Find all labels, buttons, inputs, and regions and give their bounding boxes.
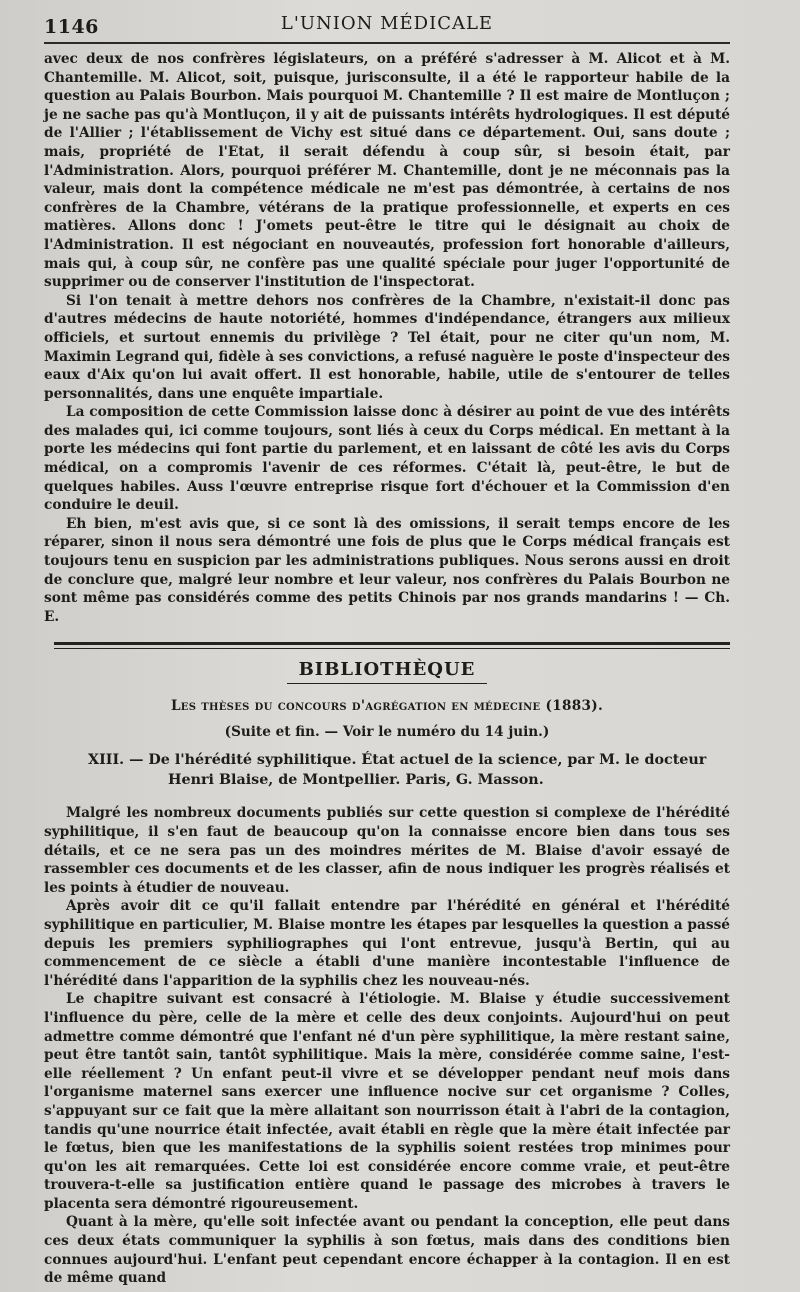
body-paragraph: Eh bien, m'est avis que, si ce sont là des omissions, il serait temps encore de les réparer, sinon il nous sera démontré une fois de plus que le Corps médical français est toujours tenu en suspicion par les administrations publiques. Nous serons aussi en droit de conclure que, malgré leur nombre et leur valeur, nos confrères du Palais Bourbon ne sont même pas considérés comme des petits Chinois par nos grands mandarins ! — Ch. E. <box>44 515 730 625</box>
section-title-rule <box>287 683 487 684</box>
page-number: 1146 <box>44 16 99 38</box>
running-head <box>44 10 730 42</box>
divider-thin-rule <box>54 648 730 649</box>
body-paragraph: Malgré les nombreux documents publiés sur cette question si complexe de l'hérédité syphilitique, il s'en faut de beaucoup qu'on la connaisse encore bien dans tous ses détails, et ce ne sera pas un des moindres mérites de M. Blaise d'avoir essayé de rassembler ces documents et de les classer, afin de nous indiquer les progrès réalisés et les points à étudier de nouveau. <box>44 805 730 896</box>
entry-heading-line: XIII. — De l'hérédité syphilitique. État actuel de la science, par M. le docteur <box>88 752 707 769</box>
entry-heading-line: Henri Blaise, de Montpellier. Paris, G. Masson. <box>168 772 544 789</box>
body-paragraph: Le chapitre suivant est consacré à l'étiologie. M. Blaise y étudie successivement l'influence du père, celle de la mère et celle des deux conjoints. Aujourd'hui on peut admettre comme démontré que l'enfant né d'un père syphilitique, la mère restant saine, peut être tantôt sain, tantôt syphilitique. Mais la mère, considérée comme saine, l'est-elle réellement ? Un enfant peut-il vivre et se développer pendant neuf mois dans l'organisme maternel sans exercer une influence nocive sur cet organisme ? Colles, s'appuyant sur ce fait que la mère allaitant son nourrisson était à l'abri de la contagion, tandis qu'une nourrice était infectée, avait établi en règle que la mère était infectée par le fœtus, bien que les manifestations de la syphilis soient restées trop minimes pour qu'on les ait remarquées. Cette loi est considérée encore comme vraie, et peut-être trouvera-t-elle sa justification entière quand le passage des microbes à travers le placenta sera démontré rigoureusement. <box>44 991 730 1212</box>
section-subheading: Les thèses du concours d'agrégation en médecine (1883). <box>170 698 604 715</box>
divider-thick-rule <box>54 642 730 645</box>
entry-heading <box>88 750 730 790</box>
section-divider <box>54 642 730 649</box>
body-paragraph: Après avoir dit ce qu'il fallait entendre par l'hérédité en général et l'hérédité syphilitique en particulier, M. Blaise montre les étapes par lesquelles la question a passé depuis les premiers syphiliographes qui l'ont entrevue, jusqu'à Bertin, qui au commencement de ce siècle a établi d'une manière incontestable l'influence de l'hérédité dans l'apparition de la syphilis chez les nouveau-nés. <box>44 898 730 989</box>
section-title: BIBLIOTHÈQUE <box>298 659 476 681</box>
journal-title: L'UNION MÉDICALE <box>280 13 494 34</box>
section-note: (Suite et fin. — Voir le numéro du 14 juin.) <box>224 724 550 741</box>
body-paragraph: Si l'on tenait à mettre dehors nos confrères de la Chambre, n'existait-il donc pas d'autres médecins de haute notoriété, hommes d'indépendance, étrangers aux milieux officiels, et surtout ennemis du privilège ? Tel était, pour ne citer qu'un nom, M. Maximin Legrand qui, fidèle à ses convictions, a refusé naguère le poste d'inspecteur des eaux d'Aix qu'on lui avait offert. Il est honorable, habile, utile de s'entourer de telles personnalités, dans une enquête impartiale. <box>44 292 730 402</box>
body-paragraph: Quant à la mère, qu'elle soit infectée avant ou pendant la conception, elle peut dans ces deux états communiquer la syphilis à son fœtus, mais dans des conditions bien connues aujourd'hui. L'enfant peut cependant encore échapper à la contagion. Il en est de même quand <box>44 1214 730 1287</box>
article-continuation <box>44 50 730 626</box>
review-text <box>44 804 730 1287</box>
body-paragraph: La composition de cette Commission laisse donc à désirer au point de vue des intérêts des malades qui, ici comme toujours, sont liés à ceux du Corps médical. En mettant à la porte les médecins qui font partie du parlement, et en laissant de côté les avis du Corps médical, on a compromis l'avenir de ces réformes. C'était là, peut-être, le but de quelques habiles. Auss l'œuvre entreprise risque fort d'échouer et la Commission d'en conduire le deuil. <box>44 404 730 514</box>
body-paragraph: avec deux de nos confrères législateurs, on a préféré s'adresser à M. Alicot et à M. Chantemille. M. Alicot, soit, puisque, jurisconsulte, il a été le rapporteur habile de la question au Palais Bourbon. Mais pourquoi M. Chantemille ? Il est maire de Montluçon ; je ne sache pas qu'à Montluçon, il y ait de puissants intérêts hydrologiques. Il est député de l'Allier ; l'établissement de Vichy est situé dans ce département. Oui, sans doute ; mais, propriété de l'Etat, il serait défendu à coup sûr, si besoin était, par l'Administration. Alors, pourquoi préférer M. Chantemille, dont je ne méconnais pas la valeur, mais dont la compétence médicale ne m'est pas démontrée, à certains de nos confrères de la Chambre, vétérans de la pratique professionnelle, et experts en ces matières. Allons donc ! J'omets peut-être le titre qui le désignait au choix de l'Administration. Il est négociant en nouveautés, profession fort honorable d'ailleurs, mais qui, à coup sûr, ne confère pas une qualité spéciale pour juger l'opportunité de supprimer ou de conserver l'institution de l'inspectorat. <box>44 51 730 291</box>
header-rule <box>44 42 730 44</box>
